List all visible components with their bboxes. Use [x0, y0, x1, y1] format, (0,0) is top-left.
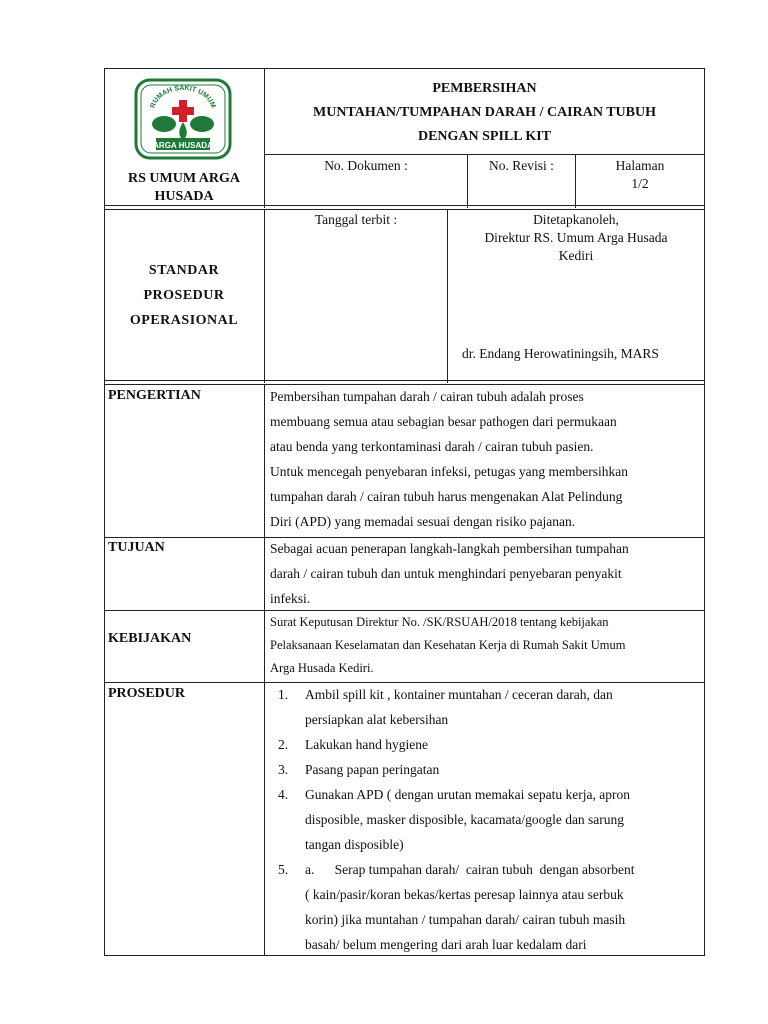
list-item	[272, 682, 702, 732]
sop-label-line3: OPERASIONAL	[129, 313, 239, 328]
list-item-line: Ambil spill kit , kontainer muntahan / ceceran darah, dan	[305, 687, 613, 702]
pengertian-label: PENGERTIAN	[108, 388, 201, 403]
list-item-line: Pasang papan peringatan	[305, 762, 440, 777]
list-item-number: 2.	[278, 737, 289, 752]
logo-text-top: RUMAH SAKIT UMUM	[149, 84, 217, 110]
tujuan-line: infeksi.	[270, 591, 311, 606]
list-item-line: a. Serap tumpahan darah/ cairan tubuh dengan absorbent	[305, 862, 635, 877]
halaman-cell	[576, 157, 704, 193]
ditetapkan-line1: Ditetapkanoleh,	[533, 212, 619, 227]
list-item-number: 1.	[278, 687, 289, 702]
sop-label-line2: PROSEDUR	[143, 288, 225, 303]
list-item	[272, 782, 702, 857]
list-item-number: 5.	[278, 862, 289, 877]
list-item-line: ( kain/pasir/koran bekas/kertas peresap lainnya atau serbuk	[305, 887, 624, 902]
document-title	[265, 77, 704, 149]
list-item-number: 3.	[278, 762, 289, 777]
pengertian-line: Pembersihan tumpahan darah / cairan tubuh adalah proses	[270, 389, 584, 404]
list-item-line: Gunakan APD ( dengan urutan memakai sepatu kerja, apron	[305, 787, 631, 802]
tujuan-line: Sebagai acuan penerapan langkah-langkah pembersihan tumpahan	[270, 541, 629, 556]
title-line2: MUNTAHAN/TUMPAHAN DARAH / CAIRAN TUBUH	[313, 105, 656, 120]
list-item-line: Lakukan hand hygiene	[305, 737, 428, 752]
prosedur-label: PROSEDUR	[108, 686, 186, 701]
tujuan-line: darah / cairan tubuh dan untuk menghindari penyebaran penyakit	[270, 566, 622, 581]
kebijakan-line: Pelaksanaan Keselamatan dan Kesehatan Kerja di Rumah Sakit Umum	[270, 638, 626, 652]
pengertian-line: Diri (APD) yang memadai sesuai dengan risiko pajanan.	[270, 514, 576, 529]
hospital-logo	[134, 78, 232, 160]
ditetapkan-line2: Direktur RS. Umum Arga Husada	[484, 230, 668, 245]
kebijakan-line: Surat Keputusan Direktur No. /SK/RSUAH/2018 tentang kebijakan	[270, 615, 609, 629]
list-item-line: persiapkan alat kebersihan	[305, 712, 449, 727]
pengertian-body	[270, 384, 698, 534]
hospital-name	[104, 170, 264, 206]
list-item-line: basah/ belum mengering dari arah luar kedalam dari	[305, 937, 587, 952]
tujuan-label: TUJUAN	[108, 540, 165, 555]
sop-label-line1: STANDAR	[148, 263, 220, 278]
no-dokumen-label: No. Dokumen :	[324, 158, 408, 173]
list-item	[272, 757, 702, 782]
pengertian-line: Untuk mencegah penyebaran infeksi, petugas yang membersihkan	[270, 464, 629, 479]
sop-label	[104, 258, 264, 333]
signatory: dr. Endang Herowatiningsih, MARS	[462, 346, 659, 361]
list-item-line: disposible, masker disposible, kacamata/google dan sarung	[305, 812, 625, 827]
tanggal-terbit-label: Tanggal terbit :	[314, 212, 398, 227]
title-line3: DENGAN SPILL KIT	[417, 129, 552, 144]
list-item-line: tangan disposible)	[305, 837, 404, 852]
pengertian-line: membuang semua atau sebagian besar pathogen dari permukaan	[270, 414, 617, 429]
logo-text-bottom: ARGA HUSADA	[153, 141, 213, 150]
ditetapkan-line3: Kediri	[558, 248, 594, 263]
hospital-name-line1: RS UMUM ARGA	[128, 171, 240, 186]
halaman-label: Halaman	[615, 158, 665, 173]
tujuan-body	[270, 536, 698, 611]
halaman-value: 1/2	[631, 176, 649, 191]
ditetapkan-block	[448, 211, 704, 265]
hospital-name-line2: HUSADA	[154, 189, 214, 204]
pengertian-line: atau benda yang terkontaminasi darah / cairan tubuh pasien.	[270, 439, 594, 454]
list-item	[272, 732, 702, 757]
kebijakan-line: Arga Husada Kediri.	[270, 661, 374, 675]
title-line1: PEMBERSIHAN	[432, 81, 537, 96]
no-revisi-label: No. Revisi :	[489, 158, 554, 173]
kebijakan-label: KEBIJAKAN	[108, 631, 192, 646]
prosedur-list	[272, 682, 702, 957]
pengertian-line: tumpahan darah / cairan tubuh harus mengenakan Alat Pelindung	[270, 489, 623, 504]
list-item-number: 4.	[278, 787, 289, 802]
kebijakan-body	[270, 611, 698, 680]
list-item-line: korin) jika muntahan / tumpahan darah/ cairan tubuh masih	[305, 912, 626, 927]
list-item	[272, 857, 702, 957]
